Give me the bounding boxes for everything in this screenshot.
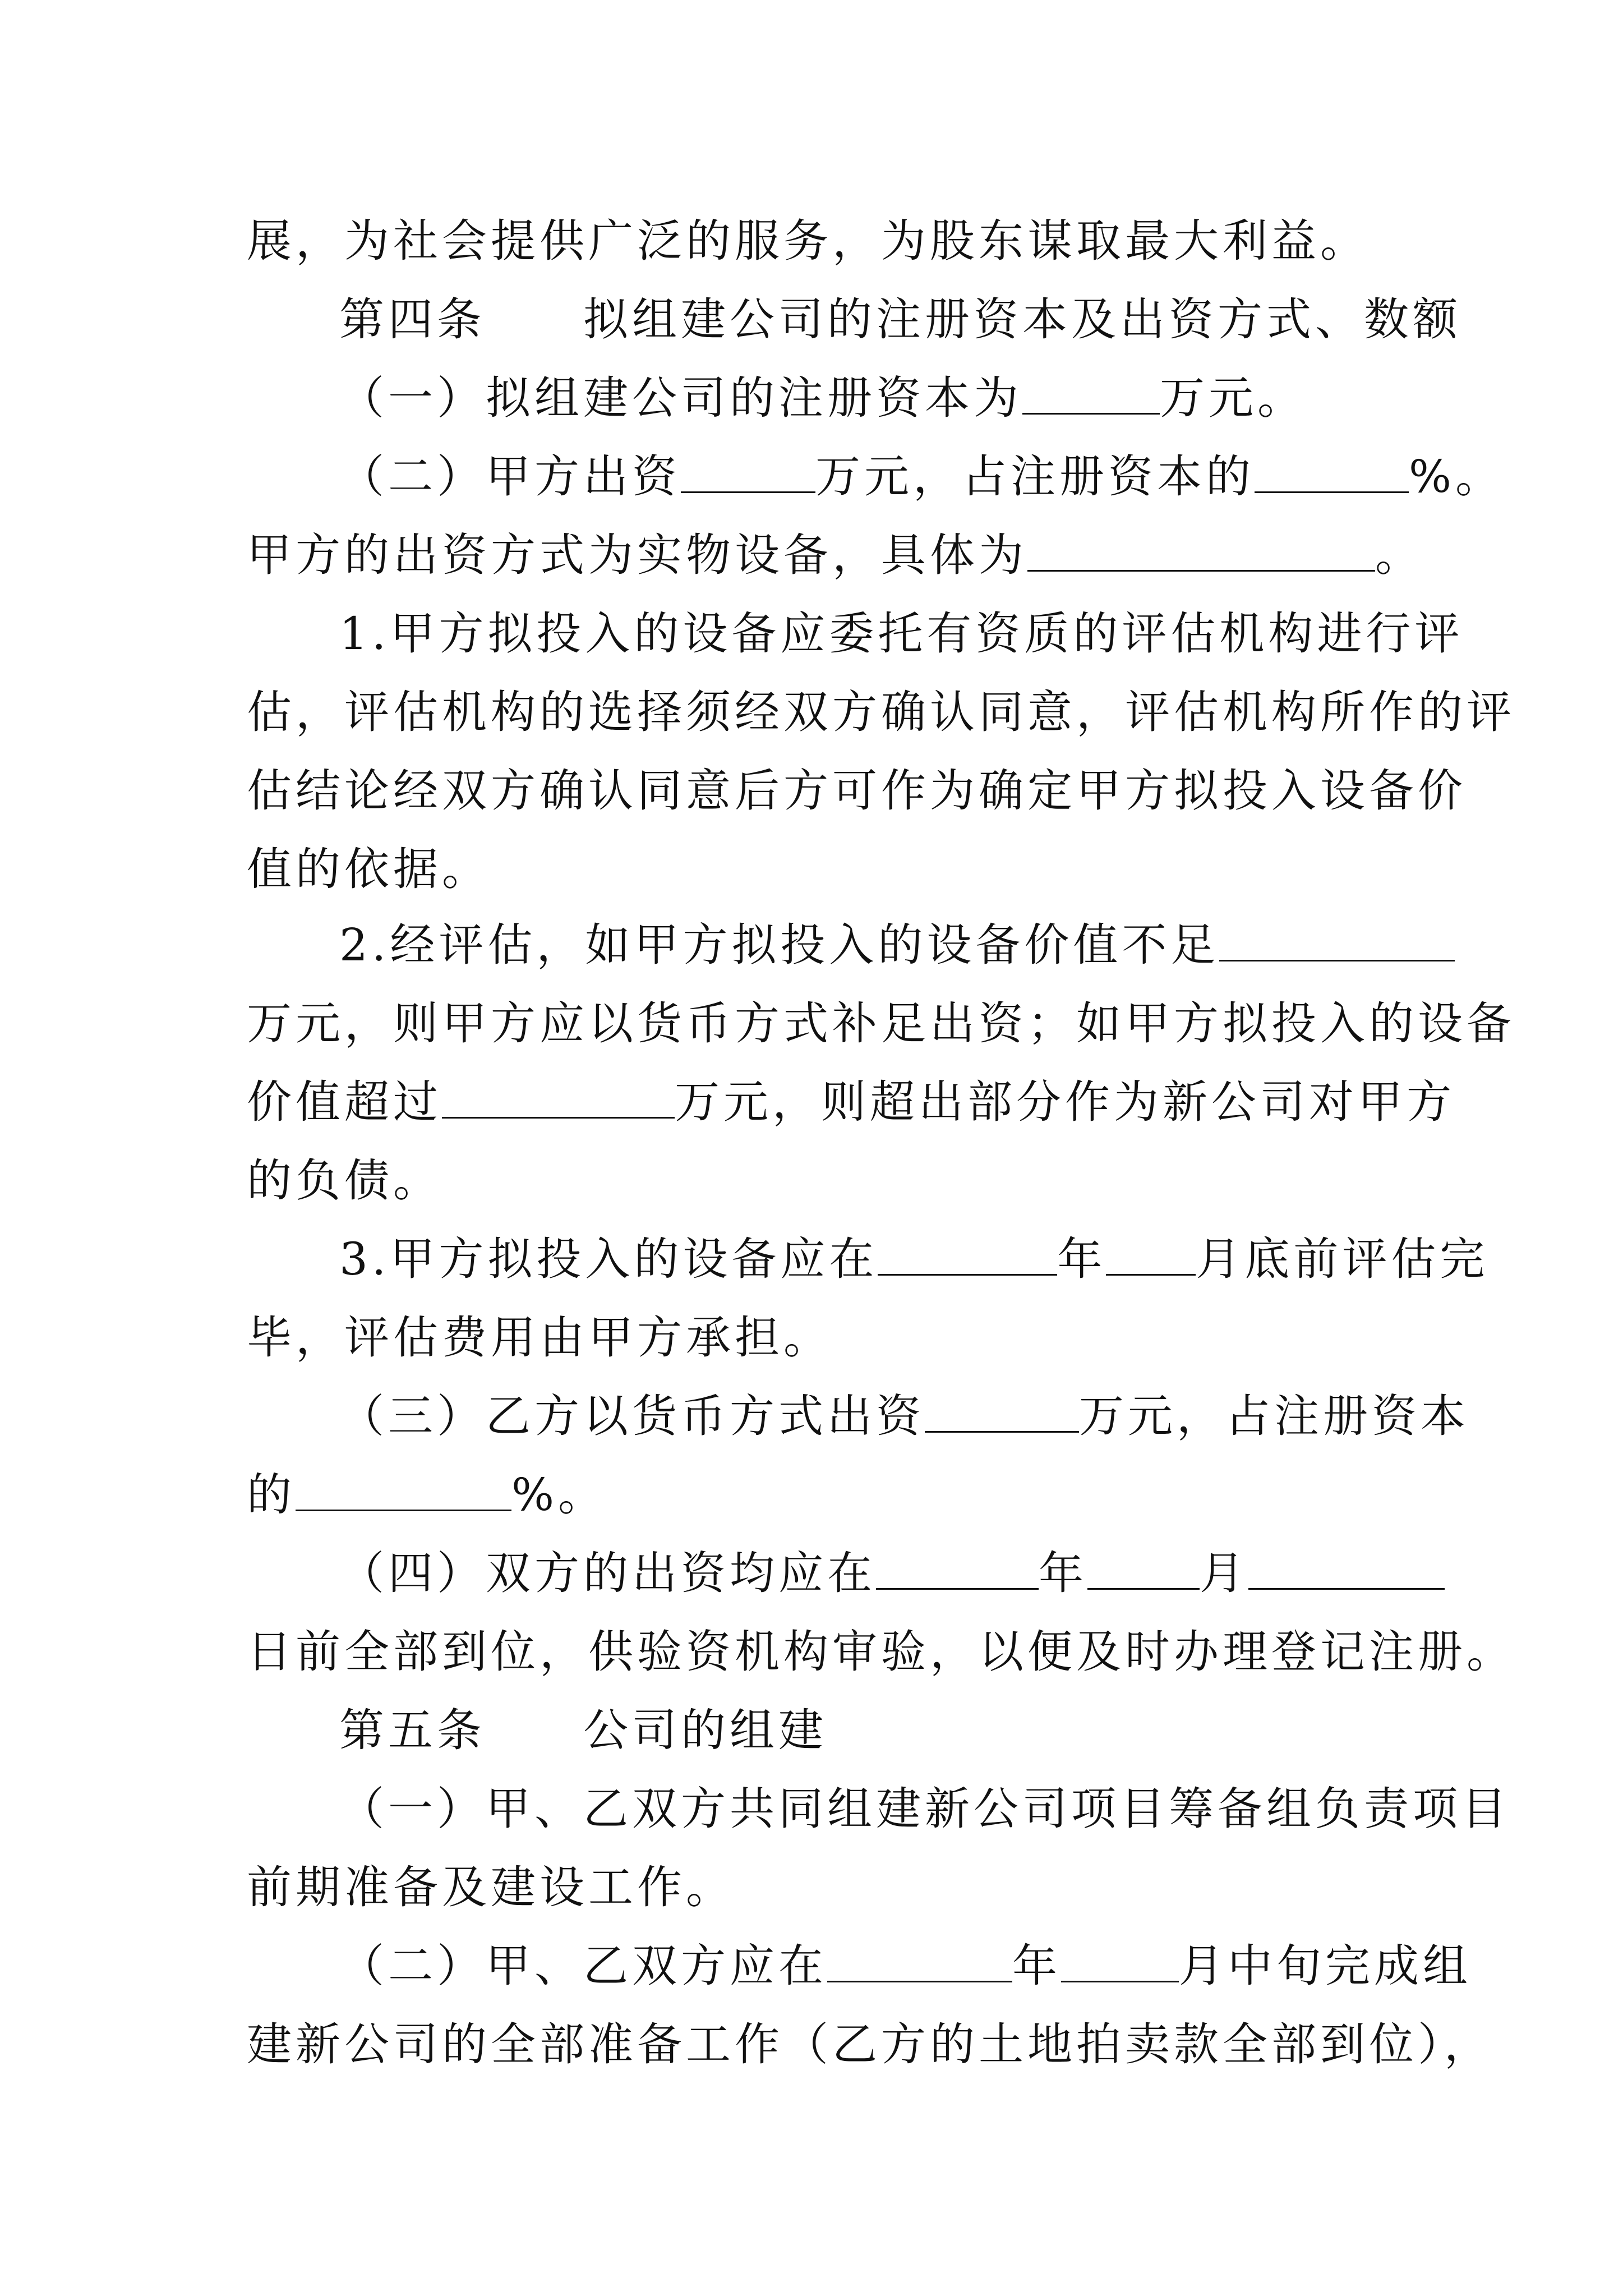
fill-blank[interactable] (1087, 1553, 1200, 1590)
fill-blank[interactable] (876, 1553, 1039, 1590)
article-5-heading: 第五条 公司的组建 (339, 1704, 827, 1756)
paragraph-line: 值的依据。 (247, 843, 491, 895)
fill-blank[interactable] (1248, 1553, 1445, 1590)
fill-blank[interactable] (1027, 535, 1375, 572)
fill-blank[interactable] (925, 1396, 1079, 1433)
paragraph-line: 1.甲方拟投入的设备应委托有资质的评估机构进行评 (339, 608, 1464, 660)
paragraph-line: （二）甲、乙双方应在 年 月中旬完成组 (339, 1940, 1472, 1992)
clause-contribution-deadline: （四）双方的出资均应在 年 月 (339, 1551, 1445, 1596)
paragraph-line: 估，评估机构的选择须经双方确认同意，评估机构所作的评 (247, 686, 1515, 738)
paragraph-line: 3.甲方拟投入的设备应在 年 月底前评估完 (339, 1233, 1489, 1285)
clause-party-b-contribution: （三）乙方以货币方式出资 万元，占注册资本 (339, 1390, 1469, 1442)
fill-blank[interactable] (1219, 925, 1455, 961)
paragraph-line: 甲方的出资方式为实物设备，具体为 。 (247, 529, 1424, 581)
paragraph-line: 的 %。 (247, 1469, 607, 1521)
paragraph-line: 的负债。 (247, 1154, 442, 1207)
fill-blank[interactable] (827, 1946, 1012, 1982)
paragraph-line: 价值超过 万元，则超出部分作为新公司对甲方 (247, 1076, 1455, 1128)
paragraph-line: 万元，则甲方应以货币方式补足出资；如甲方拟投入的设备 (247, 997, 1515, 1050)
fill-blank[interactable] (681, 457, 815, 493)
paragraph-line: 日前全部到位，供验资机构审验，以便及时办理登记注册。 (247, 1626, 1515, 1678)
paragraph-line: 前期准备及建设工作。 (247, 1861, 735, 1913)
paragraph-line: 毕，评估费用由甲方承担。 (247, 1312, 832, 1364)
paragraph-line: 建新公司的全部准备工作（乙方的土地拍卖款全部到位）， (247, 2018, 1493, 2070)
paragraph-line: 2.经评估，如甲方拟投入的设备价值不足 (339, 923, 1455, 968)
paragraph-line: 估结论经双方确认同意后方可作为确定甲方拟投入设备价 (247, 765, 1467, 817)
paragraph-line: 展，为社会提供广泛的服务，为股东谋取最大利益。 (247, 215, 1369, 267)
clause-party-a-contribution: （二）甲方出资 万元，占注册资本的 %。 (339, 450, 1505, 503)
fill-blank[interactable] (1022, 378, 1160, 415)
fill-blank[interactable] (296, 1475, 511, 1511)
fill-blank[interactable] (1061, 1946, 1179, 1982)
clause-registered-capital: （一）拟组建公司的注册资本为 万元。 (339, 372, 1306, 424)
fill-blank[interactable] (442, 1082, 675, 1119)
paragraph-line: （一）甲、乙双方共同组建新公司项目筹备组负责项目 (339, 1783, 1510, 1835)
article-4-heading: 第四条 拟组建公司的注册资本及出资方式、数额 (339, 293, 1461, 346)
fill-blank[interactable] (1255, 457, 1409, 493)
fill-blank[interactable] (1106, 1239, 1196, 1276)
fill-blank[interactable] (878, 1239, 1057, 1276)
